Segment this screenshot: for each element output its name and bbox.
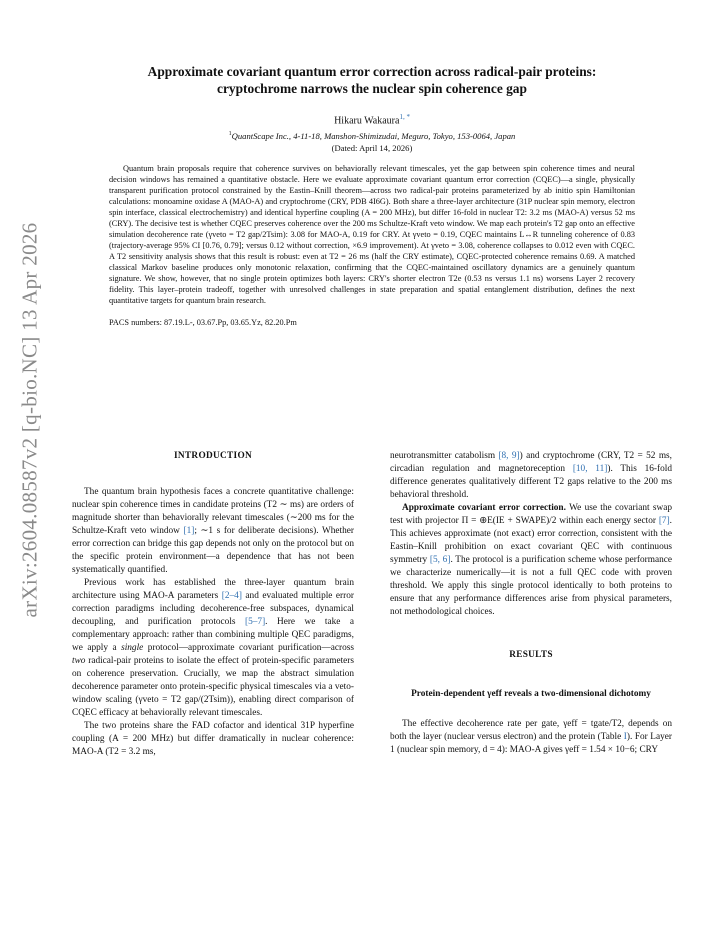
paper-title xyxy=(72,63,672,97)
citation-link[interactable]: [5–7] xyxy=(245,617,266,627)
citation-link[interactable]: [2–4] xyxy=(221,591,242,601)
right-paragraph-1: neurotransmitter catabolism [8, 9]) and cryptochrome (CRY, T2 = 52 ms, circadian regulation and magnetoreception [10, 11]). This 16-fold difference generates qualitatively different T2 gaps relative to the 200 ms behavioral threshold. xyxy=(390,451,673,500)
arxiv-identifier: arXiv:2604.08587v2 [q-bio.NC] 13 Apr 2026 xyxy=(17,222,42,618)
table-link[interactable]: I xyxy=(623,732,627,742)
author-line xyxy=(72,113,672,126)
left-column xyxy=(72,450,354,759)
citation-link[interactable]: [1] xyxy=(183,526,195,536)
title-line-1: Approximate covariant quantum error correction across radical-pair proteins: xyxy=(147,64,597,79)
intro-paragraph-1: The quantum brain hypothesis faces a concrete quantitative challenge: nuclear spin coherence times in candidate proteins (T2 ∼ ms) are orders of magnitude shorter than behaviorally relevant timescales (∼200 ms for the Schultze-Kraft veto window [1]; ∼1 s for deliberate decisions). Whether error correction can bridge this gap depends not only on the protocol but on the specific protein environment—a dependence that has not been systematically quantified. xyxy=(72,487,354,575)
author-name: Hikaru Wakaura xyxy=(334,115,400,127)
right-column xyxy=(390,450,672,757)
intro-paragraph-2: Previous work has established the three-layer quantum brain architecture using MAO-A parameters [2–4] and evaluated multiple error correction paradigms including decoherence-free subspaces, dynamical decoupling, and purification protocols [5–7]. Here we take a complementary approach: rather than combining multiple QEC paradigms, we apply a single protocol—approximate covariant purification—across two radical-pair proteins to isolate the effect of protein-specific parameters on coherence preservation. Crucially, we map the abstract simulation decoherence parameter onto protein-specific physical timescales via a veto-window scaling (γveto = T2 gap/(2Tsim)), enabling direct comparison of CQEC efficacy at behaviorally relevant timescales. xyxy=(72,578,355,718)
title-line-2: cryptochrome narrows the nuclear spin coherence gap xyxy=(217,81,527,96)
affiliation: QuantScape Inc., 4-11-18, Manshon-Shimizudai, Meguro, Tokyo, 153-0064, Japan xyxy=(231,131,516,142)
intro-paragraph-3: The two proteins share the FAD cofactor and identical 31P hyperfine coupling (A = 200 MHz) but differ dramatically in nuclear coherence: MAO-A (T2 = 3.2 ms, xyxy=(72,721,354,757)
paper-page xyxy=(72,0,673,757)
affiliation-superscript: 1 xyxy=(228,131,232,138)
author-superscript[interactable]: 1, * xyxy=(399,113,410,121)
citation-link[interactable]: [5, 6] xyxy=(429,555,451,565)
subsection-heading: Protein-dependent γeff reveals a two-dimensional dichotomy xyxy=(411,689,651,699)
pacs-numbers: PACS numbers: 87.19.L-, 03.67.Pp, 03.65.Yz, 82.20.Pm xyxy=(109,318,297,328)
section-heading-introduction: INTRODUCTION xyxy=(174,451,252,461)
results-paragraph-1: The effective decoherence rate per gate, γeff = tgate/T2, depends on both the layer (nuclear versus electron) and the protein (Table I). For Layer 1 (nuclear spin memory, d = 4): MAO-A gives γeff = 1.54 × 10−6; CRY xyxy=(390,719,672,755)
dated-line: (Dated: April 14, 2026) xyxy=(331,143,413,154)
affiliation-line xyxy=(72,131,672,141)
citation-link[interactable]: [8, 9] xyxy=(498,451,520,461)
arxiv-sidebar xyxy=(6,170,54,670)
right-paragraph-2: Approximate covariant error correction. We use the covariant swap test with projector Π = ⊕E(IE + SWAPE)/2 within each energy sector [7]. This achieves approximate (not exact) error correction, consistent with the Eastin–Knill prohibition on exact covariant QEC with continuous symmetry [5, 6]. The protocol is a purification scheme whose performance we characterize numerically—it is not a full QEC code with proven threshold. We apply this single protocol identically to both proteins to ensure that any performance differences arise from physical parameters, not methodological choices. xyxy=(390,503,672,617)
citation-link[interactable]: [10, 11] xyxy=(572,464,608,474)
section-heading-results: RESULTS xyxy=(509,650,553,660)
citation-link[interactable]: [7] xyxy=(658,516,670,526)
runin-heading: Approximate covariant error correction. xyxy=(402,503,566,513)
abstract: Quantum brain proposals require that coherence survives on behaviorally relevant timescales, yet the gap between spin coherence times and neural decision windows has remained a quantitative obstacle. Here we evaluate approximate covariant quantum error correction (CQEC)—a single, physically transparent purification protocol constrained by the Eastin–Knill theorem—across two radical-pair proteins parameterized by ab initio spin Hamiltonian calculations: monoamine oxidase A (MAO-A) and cryptochrome (CRY, PDB 4I6G). Both share a three-layer architecture (31P nuclear spin memory, electron spin interface, classical electrochemistry) and identical hyperfine coupling (A = 200 MHz), but differ 16-fold in nuclear T2: 3.2 ms (MAO-A) versus 52 ms (CRY). The decisive test is whether CQEC preserves coherence over the 200 ms Schultze-Kraft veto window. We map each protein's T2 gap onto an effective simulation decoherence rate (γveto = T2 gap/2Tsim): 3.08 for MAO-A, 0.19 for CRY. At γveto = 0.19, CQEC maintains L↔R tunneling coherence of 0.83 (trajectory-average 95% CI [0.76, 0.79]; versus 0.12 without correction, ×6.9 improvement). At γveto = 3.08, coherence collapses to 0.012 even with CQEC. A T2 sensitivity analysis shows that this result is robust: even at T2 = 26 ms (half the CRY estimate), CQEC-protected coherence remains 0.69. A matched classical Markov baseline produces only monotonic relaxation, confirming that the CQEC-maintained oscillatory dynamics are a genuinely quantum signature. We show, however, that no single protein optimizes both layers: CRY's shorter electron T2e (0.53 ns versus 1.1 ns) worsens Layer 2 recovery fidelity. This layer–protein tradeoff, together with unresolved challenges in state preparation and spatial entanglement distribution, defines the next quantitative targets for quantum brain research. xyxy=(109,164,635,306)
